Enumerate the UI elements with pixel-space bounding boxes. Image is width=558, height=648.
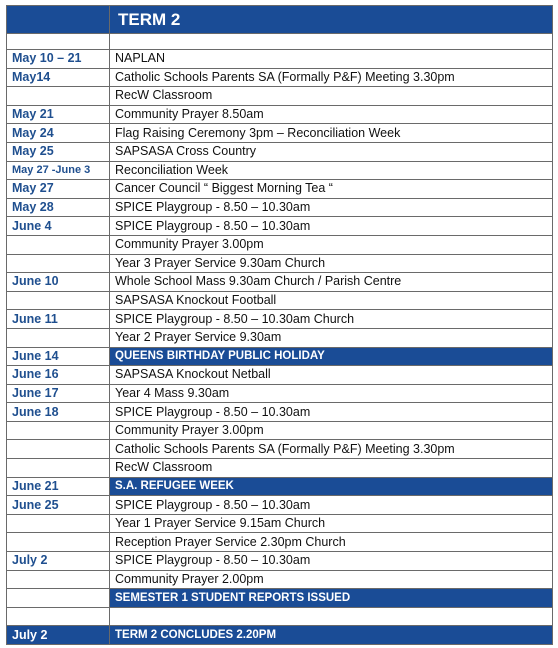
date-cell: June 18	[7, 403, 110, 422]
date-cell: June 21	[7, 477, 110, 496]
date-cell	[7, 607, 110, 626]
holiday-row	[7, 347, 553, 366]
date-cell: May 10 – 21	[7, 50, 110, 69]
date-cell	[7, 421, 110, 440]
date-cell: June 11	[7, 310, 110, 329]
table-row	[7, 607, 553, 626]
event-cell: Community Prayer 8.50am	[110, 105, 553, 124]
event-cell: Catholic Schools Parents SA (Formally P&F) Meeting 3.30pm	[110, 440, 553, 459]
event-cell: SPICE Playgroup - 8.50 – 10.30am	[110, 198, 553, 217]
highlight-event-cell: SEMESTER 1 STUDENT REPORTS ISSUED	[110, 589, 553, 608]
event-cell: Cancer Council “ Biggest Morning Tea “	[110, 180, 553, 199]
term-header-row	[7, 6, 553, 34]
event-cell: SPICE Playgroup - 8.50 – 10.30am	[110, 217, 553, 236]
event-cell: SPICE Playgroup - 8.50 – 10.30am	[110, 552, 553, 571]
date-cell	[7, 291, 110, 310]
highlight-row	[7, 477, 553, 496]
date-cell: May 25	[7, 142, 110, 161]
event-cell: SPICE Playgroup - 8.50 – 10.30am Church	[110, 310, 553, 329]
table-row	[7, 105, 553, 124]
spacer-row	[7, 34, 553, 50]
table-row	[7, 161, 553, 180]
date-cell	[7, 87, 110, 106]
date-cell	[7, 328, 110, 347]
table-row	[7, 124, 553, 143]
event-cell: SAPSASA Knockout Football	[110, 291, 553, 310]
spacer-cell	[7, 34, 110, 50]
date-cell: July 2	[7, 552, 110, 571]
table-row	[7, 198, 553, 217]
event-cell: SAPSASA Knockout Netball	[110, 366, 553, 385]
date-cell: May 21	[7, 105, 110, 124]
event-cell: SPICE Playgroup - 8.50 – 10.30am	[110, 403, 553, 422]
highlight-event-cell: QUEENS BIRTHDAY PUBLIC HOLIDAY	[110, 347, 553, 366]
spacer-cell	[110, 34, 553, 50]
table-row	[7, 217, 553, 236]
date-cell: June 4	[7, 217, 110, 236]
date-cell: July 2	[7, 626, 110, 645]
date-cell	[7, 533, 110, 552]
event-cell: Whole School Mass 9.30am Church / Parish Centre	[110, 273, 553, 292]
event-cell: Year 1 Prayer Service 9.15am Church	[110, 514, 553, 533]
date-cell	[7, 514, 110, 533]
table-row	[7, 50, 553, 69]
table-row	[7, 403, 553, 422]
date-cell	[7, 440, 110, 459]
table-row	[7, 440, 553, 459]
event-cell: NAPLAN	[110, 50, 553, 69]
event-cell: Year 3 Prayer Service 9.30am Church	[110, 254, 553, 273]
date-cell	[7, 235, 110, 254]
event-cell: RecW Classroom	[110, 459, 553, 478]
date-cell: June 10	[7, 273, 110, 292]
table-row	[7, 328, 553, 347]
date-cell: June 14	[7, 347, 110, 366]
date-cell: June 17	[7, 384, 110, 403]
event-cell: Catholic Schools Parents SA (Formally P&F) Meeting 3.30pm	[110, 68, 553, 87]
event-cell: Flag Raising Ceremony 3pm – Reconciliation Week	[110, 124, 553, 143]
date-cell	[7, 570, 110, 589]
event-cell: SPICE Playgroup - 8.50 – 10.30am	[110, 496, 553, 515]
event-cell	[110, 607, 553, 626]
table-row	[7, 235, 553, 254]
table-row	[7, 68, 553, 87]
date-cell	[7, 254, 110, 273]
date-cell: May 28	[7, 198, 110, 217]
event-cell: Community Prayer 3.00pm	[110, 421, 553, 440]
table-row	[7, 384, 553, 403]
event-cell: Year 4 Mass 9.30am	[110, 384, 553, 403]
event-cell: Year 2 Prayer Service 9.30am	[110, 328, 553, 347]
table-row	[7, 533, 553, 552]
date-cell: May 27	[7, 180, 110, 199]
date-cell: May 27 -June 3	[7, 161, 110, 180]
date-cell: May 24	[7, 124, 110, 143]
table-row	[7, 459, 553, 478]
table-row	[7, 310, 553, 329]
table-row	[7, 570, 553, 589]
date-cell	[7, 589, 110, 608]
event-cell: Reception Prayer Service 2.30pm Church	[110, 533, 553, 552]
highlight-row	[7, 589, 553, 608]
highlight-event-cell: TERM 2 CONCLUDES 2.20PM	[110, 626, 553, 645]
event-cell: Reconciliation Week	[110, 161, 553, 180]
event-cell: RecW Classroom	[110, 87, 553, 106]
table-row	[7, 421, 553, 440]
table-row	[7, 254, 553, 273]
term-title: TERM 2	[110, 6, 553, 34]
term-end-row	[7, 626, 553, 645]
event-cell: SAPSASA Cross Country	[110, 142, 553, 161]
highlight-event-cell: S.A. REFUGEE WEEK	[110, 477, 553, 496]
date-cell: May14	[7, 68, 110, 87]
table-row	[7, 496, 553, 515]
event-cell: Community Prayer 2.00pm	[110, 570, 553, 589]
date-cell: June 25	[7, 496, 110, 515]
table-row	[7, 514, 553, 533]
date-cell: June 16	[7, 366, 110, 385]
header-blank-cell	[7, 6, 110, 34]
event-cell: Community Prayer 3.00pm	[110, 235, 553, 254]
table-row	[7, 180, 553, 199]
table-row	[7, 366, 553, 385]
table-row	[7, 291, 553, 310]
table-row	[7, 273, 553, 292]
table-row	[7, 142, 553, 161]
date-cell	[7, 459, 110, 478]
term-calendar-table	[6, 5, 553, 645]
table-row	[7, 552, 553, 571]
table-row	[7, 87, 553, 106]
